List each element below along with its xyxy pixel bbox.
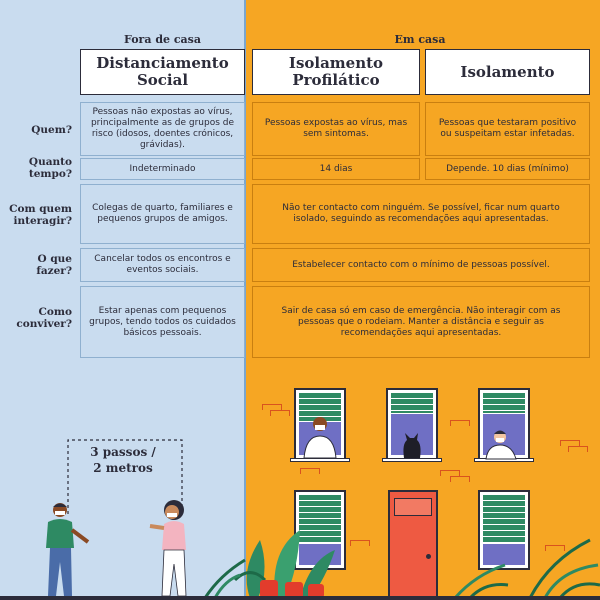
person-in-window-icon — [294, 410, 346, 460]
brick — [450, 420, 470, 426]
row-label-com-quem: Com quem interagir? — [9, 203, 72, 227]
woman-with-mask-icon — [140, 496, 200, 598]
door-knob-icon — [426, 554, 431, 559]
brick — [300, 468, 320, 474]
brick — [270, 410, 290, 416]
fern-icon — [520, 530, 600, 598]
cell-social-fazer: Cancelar todos os encontros e eventos sociais. — [80, 248, 245, 282]
cell-profilatico-tempo: 14 dias — [252, 158, 420, 180]
cell-social-tempo: Indeterminado — [80, 158, 245, 180]
cell-social-conviver: Estar apenas com pequenos grupos, tendo todos os cuidados básicos pessoais. — [80, 286, 245, 358]
brick — [450, 476, 470, 482]
person-in-window-icon — [478, 425, 530, 460]
fern-icon — [200, 555, 250, 598]
brick — [350, 540, 370, 546]
cell-profilatico-quem: Pessoas expostas ao vírus, mas sem sintomas. — [252, 102, 420, 156]
door-window — [394, 498, 432, 516]
brick — [568, 446, 588, 452]
row-label-quanto-tempo: Quanto tempo? — [28, 156, 72, 180]
cell-isolamento-tempo: Depende. 10 dias (mínimo) — [425, 158, 590, 180]
column-header-social: Distanciamento Social — [80, 49, 245, 95]
cat-icon — [396, 430, 426, 460]
cell-isolamento-quem: Pessoas que testaram positivo ou suspeitam estar infetadas. — [425, 102, 590, 156]
cell-home-conviver: Sair de casa só em caso de emergência. Não interagir com as pessoas que o rodeiam. Manter a distância e seguir as recomendações aqui apresentadas. — [252, 286, 590, 358]
row-label-o-que-fazer: O que fazer? — [36, 253, 72, 277]
man-with-mask-icon — [38, 500, 93, 598]
column-header-isolamento: Isolamento — [425, 49, 590, 95]
outside-header: Fora de casa — [124, 33, 201, 46]
home-header: Em casa — [394, 33, 446, 46]
cell-social-interagir: Colegas de quarto, familiares e pequenos grupos de amigos. — [80, 184, 245, 244]
row-label-quem: Quem? — [31, 124, 72, 136]
column-header-profilatico: Isolamento Profilático — [252, 49, 420, 95]
fern-icon — [450, 560, 510, 598]
cell-home-fazer: Estabelecer contacto com o mínimo de pessoas possível. — [252, 248, 590, 282]
cell-home-interagir: Não ter contacto com ninguém. Se possível, ficar num quarto isolado, seguindo as recomendações aqui apresentadas. — [252, 184, 590, 244]
distance-label: 3 passos / 2 metros — [90, 445, 156, 475]
ground-line — [0, 596, 600, 600]
row-label-como-conviver: Como conviver? — [16, 306, 72, 330]
cell-social-quem: Pessoas não expostas ao vírus, principalmente as de grupos de risco (idosos, doentes crónicos, grávidas). — [80, 102, 245, 156]
front-door — [388, 490, 438, 598]
